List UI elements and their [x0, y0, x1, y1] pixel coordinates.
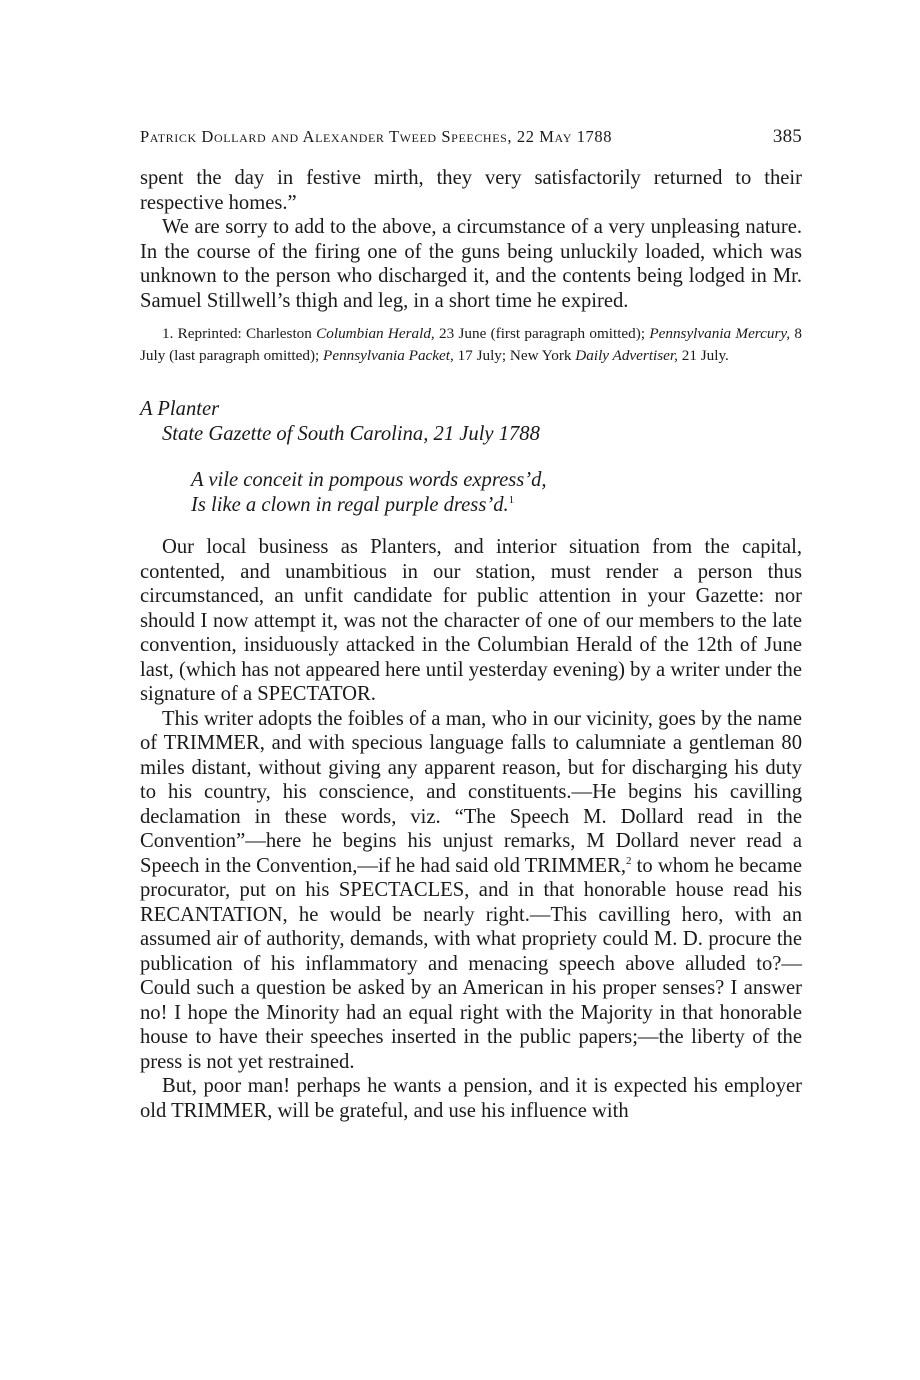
document-source: State Gazette of South Carolina, 21 July 1788	[162, 423, 540, 445]
footnote-text: 21 July.	[677, 346, 729, 364]
footnote-title: Columbian Herald,	[316, 325, 435, 342]
paragraph-text: This writer adopts the foibles of a man, who in our vicinity, goes by the name of TRIMMER, and with specious language falls to calumniate a gentleman 80 miles distant, without giving any apparent reason, but for discharging his duty to his country, his conscience, and constituents.—He begins his cavilling declamation in these words, viz. “The Speech M. Dollard read in the Convention”—here he begins his unjust remarks, M Dollard never read a Speech in the Convention,—if he had said old TRIMMER,	[140, 707, 802, 877]
running-head	[140, 126, 802, 148]
footnote-text: 8 July (last paragraph omitted);	[140, 325, 802, 364]
footnote-marker: 1	[508, 493, 515, 506]
body-paragraph: But, poor man! perhaps he wants a pension, and it is expected his employer old TRIMMER, will be grateful, and use his influence with	[140, 1075, 802, 1122]
footnote-marker: 2	[625, 854, 632, 867]
epigraph-line: A vile conceit in pompous words express’d,	[191, 469, 547, 491]
footnote-text: 1. Reprinted: Charleston	[162, 325, 317, 342]
document-author: A Planter	[140, 398, 220, 420]
document-heading	[140, 397, 802, 447]
epigraph-line	[191, 493, 802, 518]
footnote-text: 17 July; New York	[453, 346, 576, 364]
epigraph	[191, 468, 802, 517]
body-paragraph	[140, 707, 802, 1075]
footnote-title: Pennsylvania Mercury,	[649, 325, 791, 342]
body-paragraph: We are sorry to add to the above, a circumstance of a very unpleasing nature. In the course of the firing one of the guns being unluckily loaded, which was unknown to the person who discharged it, and the contents being lodged in Mr. Samuel Stillwell’s thigh and leg, in a short time he expired.	[140, 216, 802, 312]
footnote	[140, 323, 802, 366]
footnote-title: Pennsylvania Packet,	[323, 346, 454, 364]
body-paragraph: Our local business as Planters, and interior situation from the capital, contented, and unambitious in our station, must render a person thus circumstanced, an unfit candidate for public attention in your Gazette: nor should I now attempt it, was not the character of one of our members to the late convention, insiduously attacked in the Columbian Herald of the 12th of June last, (which has not appeared here until yesterday evening) by a writer under the signature of a SPECTATOR.	[140, 536, 802, 705]
footnote-text: 23 June (first paragraph omitted);	[434, 325, 650, 342]
continued-paragraph: spent the day in festive mirth, they very satisfactorily returned to their respective homes.”	[140, 167, 802, 214]
epigraph-line-text: Is like a clown in regal purple dress’d.	[191, 493, 509, 516]
footnote-title: Daily Advertiser,	[575, 346, 678, 364]
paragraph-text: to whom he became procurator, put on his SPECTACLES, and in that honorable house read his RECANTATION, he would be nearly right.—This cavilling hero, with an assumed air of authority, demands, with what propriety could M. D. procure the publication of his inflammatory and menacing speech above alluded to?—Could such a question be asked by an American in his proper senses? I answer no! I hope the Minority had an equal right with the Majority in that honorable house to have their speeches inserted in the public papers;—the liberty of the press is not yet restrained.	[140, 854, 802, 1073]
page-number: 385	[772, 126, 802, 147]
book-page	[140, 126, 802, 1123]
running-head-title: Patrick Dollard and Alexander Tweed Speeches, 22 May 1788	[140, 127, 613, 146]
